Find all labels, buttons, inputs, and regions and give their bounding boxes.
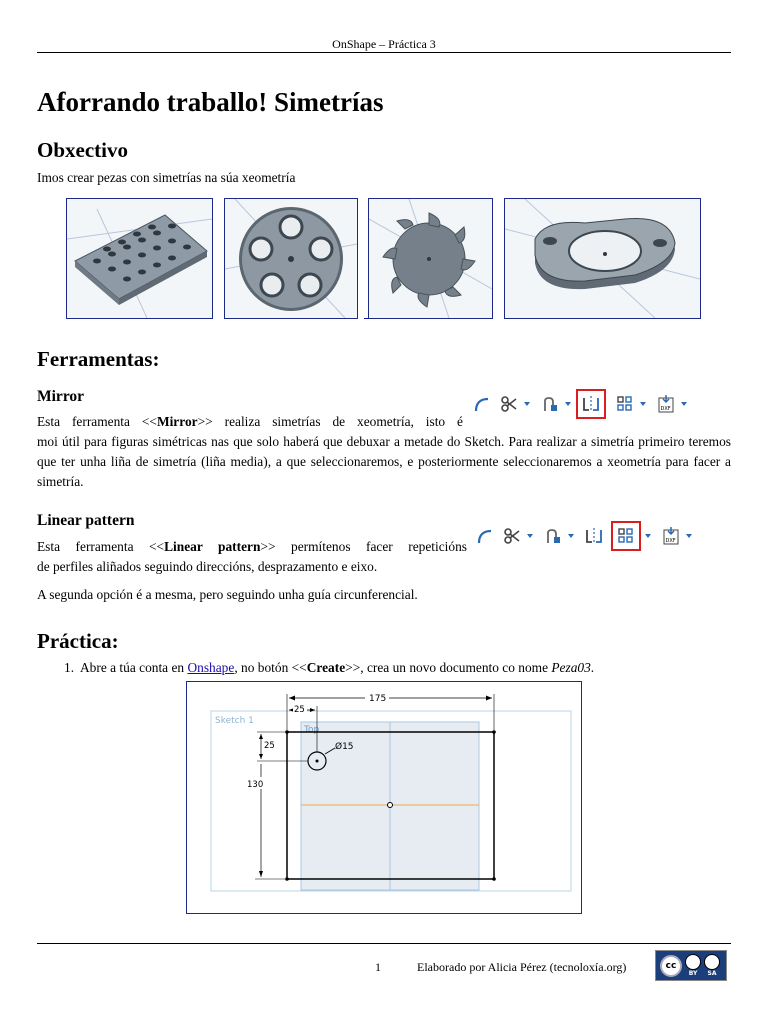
trim-icon[interactable] (501, 525, 523, 547)
linear-pattern-icon[interactable] (614, 393, 636, 415)
chevron-down-icon[interactable] (686, 534, 692, 538)
offset-icon[interactable] (542, 525, 564, 547)
header-rule (37, 52, 731, 53)
height-dimension: 130 (247, 780, 264, 790)
sketch-toolbar-linear (473, 521, 695, 551)
chevron-down-icon[interactable] (568, 534, 574, 538)
sketch-label: Sketch 1 (215, 716, 254, 726)
share-alike-icon (704, 954, 720, 970)
svg-text:DXF: DXF (660, 406, 671, 412)
onshape-link[interactable]: Onshape (187, 660, 235, 675)
running-header: OnShape – Práctica 3 (332, 37, 436, 51)
circular-pattern-note: A segunda opción é a mesma, pero seguindo unha guía circunferencial. (37, 587, 418, 602)
step-1: 1. Abre a túa conta en Onshape, no botón <<Create>>, crea un novo documento co nome Peza03. (64, 660, 595, 675)
mirror-heading: Mirror (37, 388, 85, 405)
footer-rule (37, 943, 731, 944)
sketch-screenshot (186, 681, 582, 914)
flange-part-image (504, 198, 701, 319)
dxf-import-icon[interactable] (660, 525, 682, 547)
chevron-down-icon[interactable] (645, 534, 651, 538)
offset-y-dimension: 25 (264, 741, 275, 751)
practice-heading: Práctica: (37, 629, 119, 653)
mirror-description: moi útil para figuras simétricas nas que solo haberá que debuxar a metade do Sketch. Para realizar a simetría primeiro teremos que ter unha liña de simetría (liña media), a que seleccionaremos, e posteriormente seleccionaremos a xeometría para facer a simetría. (37, 434, 731, 489)
svg-text:DXF: DXF (665, 538, 676, 544)
page-number: 1 (375, 960, 381, 974)
width-dimension: 175 (369, 694, 387, 704)
mirror-first-line: Esta ferramenta <<Mirror>> realiza simetrías de xeometría, isto é (37, 414, 463, 429)
arc-icon[interactable] (473, 525, 495, 547)
link-underline-fragment (364, 318, 368, 319)
offset-icon[interactable] (539, 393, 561, 415)
diameter-dimension: Ø15 (335, 742, 354, 752)
sketch-toolbar-mirror (470, 389, 690, 419)
linear-pattern-icon[interactable] (615, 525, 637, 547)
mirror-icon[interactable] (580, 393, 602, 415)
cc-license-badge: cc BY SA (655, 950, 727, 981)
tools-heading: Ferramentas: (37, 347, 160, 371)
plane-label: Top (304, 725, 320, 735)
cc-icon: cc (660, 955, 682, 977)
mirror-icon[interactable] (583, 525, 605, 547)
linear-pattern-description: Esta ferramenta <<Linear pattern>> permítenos facer repeticións de perfiles aliñados seguindo direccións, desprazamento e eixo. (37, 539, 467, 574)
objective-text: Imos crear pezas con simetrías na súa xeometría (37, 170, 296, 185)
arc-icon[interactable] (470, 393, 492, 415)
chevron-down-icon[interactable] (565, 402, 571, 406)
chevron-down-icon[interactable] (681, 402, 687, 406)
chevron-down-icon[interactable] (524, 402, 530, 406)
perforated-plate-image (66, 198, 213, 319)
objective-heading: Obxectivo (37, 138, 128, 162)
linear-pattern-heading: Linear pattern (37, 512, 135, 529)
footer-credit: Elaborado por Alicia Pérez (tecnoloxía.org) (417, 960, 627, 974)
person-icon (685, 954, 701, 970)
chevron-down-icon[interactable] (640, 402, 646, 406)
serrated-blade-image (368, 198, 493, 319)
trim-icon[interactable] (498, 393, 520, 415)
dxf-import-icon[interactable] (655, 393, 677, 415)
chevron-down-icon[interactable] (527, 534, 533, 538)
wheel-with-holes-image (224, 198, 358, 319)
offset-x-dimension: 25 (294, 705, 305, 715)
document-title: Aforrando traballo! Simetrías (37, 87, 384, 117)
